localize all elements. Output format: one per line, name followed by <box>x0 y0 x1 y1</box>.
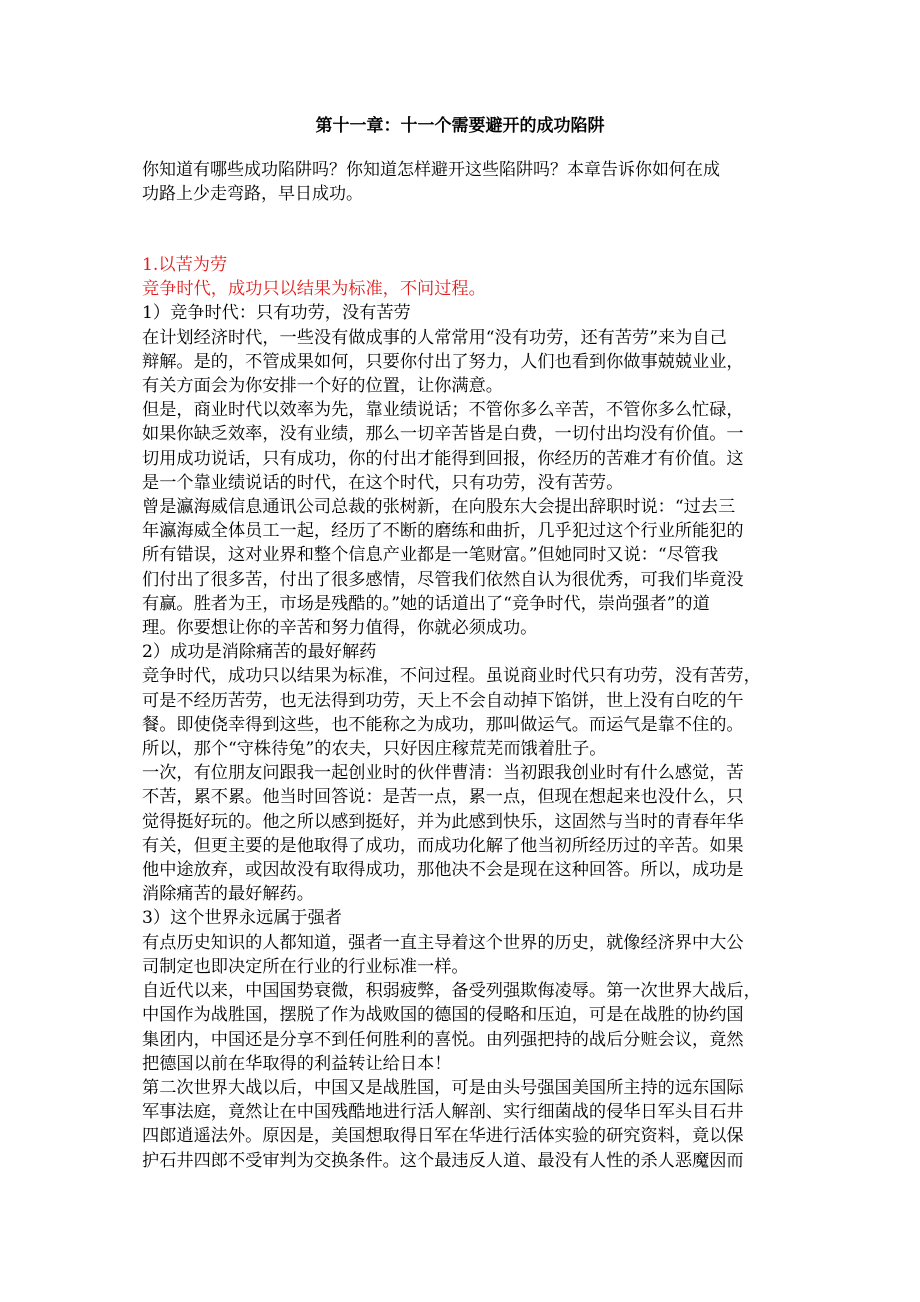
body-line: 他中途放弃，或因故没有取得成功，那他决不会是现在这种回答。所以，成功是 <box>142 860 744 881</box>
body-line: 切用成功说话，只有成功，你的付出才能得到回报，你经历的苦难才有价值。这 <box>142 448 744 469</box>
intro-line: 功路上少走弯路，早日成功。 <box>142 184 363 204</box>
intro-line: 你知道有哪些成功陷阱吗？你知道怎样避开这些陷阱吗？本章告诉你如何在成 <box>142 160 720 180</box>
body-line: 1）竞争时代：只有功劳，没有苦劳 <box>142 303 411 324</box>
body-line: 第二次世界大战以后，中国又是战胜国，可是由头号强国美国所主持的远东国际 <box>142 1077 744 1098</box>
body-line: 曾是瀛海威信息通讯公司总裁的张树新，在向股东大会提出辞职时说：“过去三 <box>142 497 736 518</box>
body-line: 一次，有位朋友问跟我一起创业时的伙伴曹清：当初跟我创业时有什么感觉，苦 <box>142 763 744 784</box>
body-line: 觉得挺好玩的。他之所以感到挺好，并为此感到快乐，这固然与当时的青春年华 <box>142 811 744 832</box>
body-line: 司制定也即决定所在行业的行业标准一样。 <box>142 956 469 977</box>
body-line: 辩解。是的，不管成果如何，只要你付出了努力，人们也看到你做事兢兢业业， <box>142 351 744 372</box>
body-line: 有关方面会为你安排一个好的位置，让你满意。 <box>142 376 503 397</box>
body-line: 理。你要想让你的辛苦和努力值得，你就必须成功。 <box>142 618 538 639</box>
body-line: 但是，商业时代以效率为先，靠业绩说话；不管你多么辛苦，不管你多么忙碌， <box>142 400 744 421</box>
body-line: 如果你缺乏效率，没有业绩，那么一切辛苦皆是白费，一切付出均没有价值。一 <box>142 424 744 445</box>
chapter-title: 第十一章：十一个需要避开的成功陷阱 <box>315 116 605 136</box>
body-line: 集团内，中国还是分享不到任何胜利的喜悦。由列强把持的战后分赃会议，竟然 <box>142 1029 744 1050</box>
body-line: 3）这个世界永远属于强者 <box>142 908 342 929</box>
body-line: 所以，那个“守株待兔”的农夫，只好因庄稼荒芜而饿着肚子。 <box>142 739 607 760</box>
body-line: 餐。即使侥幸得到这些，也不能称之为成功，那叫做运气。而运气是靠不住的。 <box>142 714 744 735</box>
chapter-intro <box>142 158 782 206</box>
body-line: 军事法庭，竟然让在中国残酷地进行活人解剖、实行细菌战的侵华日军头目石井 <box>142 1102 744 1123</box>
body-line: 有点历史知识的人都知道，强者一直主导着这个世界的历史，就像经济界中大公 <box>142 932 744 953</box>
body-line: 自近代以来，中国国势衰微，积弱疲弊，备受列强欺侮凌辱。第一次世界大战后， <box>142 981 761 1002</box>
body-line: 四郎逍遥法外。原因是，美国想取得日军在华进行活体实验的研究资料，竟以保 <box>142 1126 744 1147</box>
body-line: 中国作为战胜国，摆脱了作为战败国的德国的侵略和压迫，可是在战胜的协约国 <box>142 1005 744 1026</box>
section-1 <box>142 253 792 1173</box>
body-line: 消除痛苦的最好解药。 <box>142 884 314 905</box>
body-line: 不苦，累不累。他当时回答说：是苦一点，累一点，但现在想起来也没什么，只 <box>142 787 744 808</box>
body-line: 可是不经历苦劳，也无法得到功劳，天上不会自动掉下馅饼，世上没有白吃的午 <box>142 690 744 711</box>
section-body <box>142 301 792 1172</box>
body-line: 竞争时代，成功只以结果为标准，不问过程。虽说商业时代只有功劳，没有苦劳， <box>142 666 761 687</box>
body-line: 有赢。胜者为王，市场是残酷的。”她的话道出了“竞争时代，崇尚强者”的道 <box>142 593 710 614</box>
section-heading: 1.以苦为劳 <box>142 255 228 275</box>
body-line: 护石井四郎不受审判为交换条件。这个最违反人道、最没有人性的杀人恶魔因而 <box>142 1150 744 1171</box>
body-line: 在计划经济时代，一些没有做成事的人常常用“没有功劳，还有苦劳”来为自己 <box>142 327 727 348</box>
body-line: 年瀛海威全体员工一起，经历了不断的磨练和曲折，几乎犯过这个行业所能犯的 <box>142 521 744 542</box>
section-subheading: 竞争时代，成功只以结果为标准，不问过程。 <box>142 279 486 300</box>
body-line: 有关，但更主要的是他取得了成功，而成功化解了他当初所经历过的辛苦。如果 <box>142 835 744 856</box>
body-line: 是一个靠业绩说话的时代，在这个时代，只有功劳，没有苦劳。 <box>142 472 624 493</box>
body-line: 2）成功是消除痛苦的最好解药 <box>142 642 377 663</box>
body-line: 所有错误，这对业界和整个信息产业都是一笔财富。”但她同时又说：“尽管我 <box>142 545 719 566</box>
body-line: 把德国以前在华取得的利益转让给日本！ <box>142 1053 452 1074</box>
body-line: 们付出了很多苦，付出了很多感情，尽管我们依然自认为很优秀，可我们毕竟没 <box>142 569 744 590</box>
